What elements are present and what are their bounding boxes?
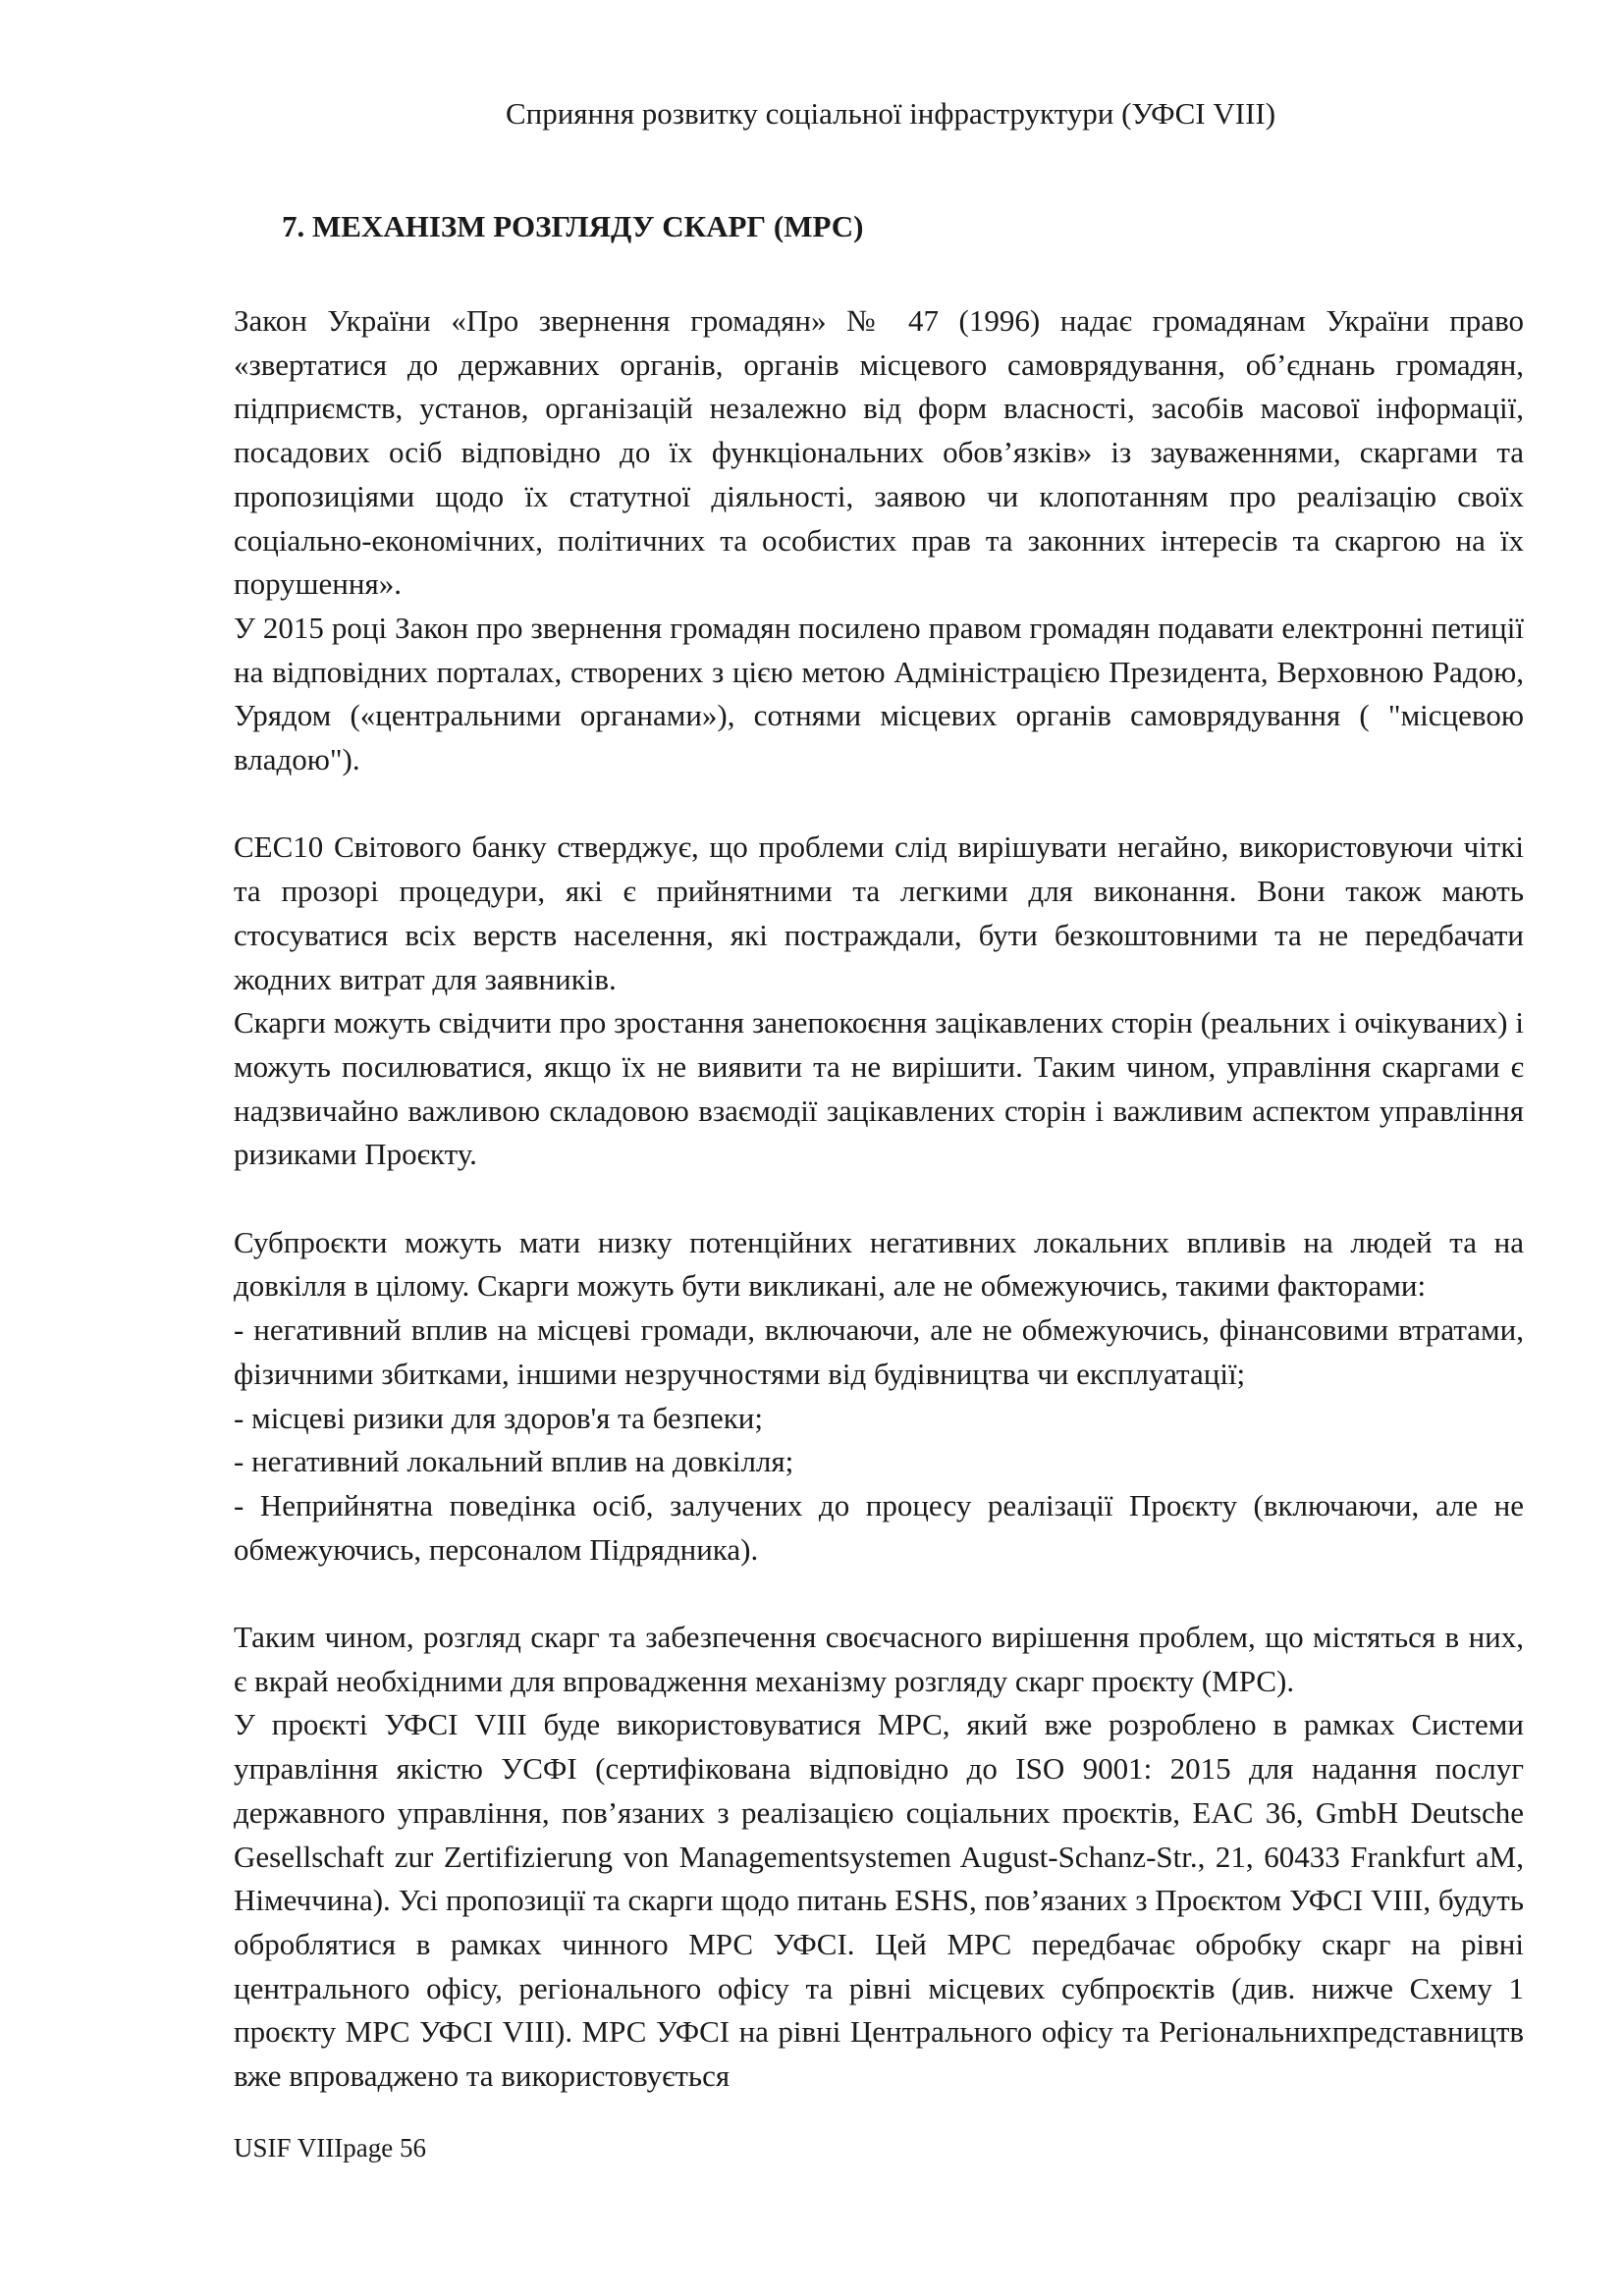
section-title: 7. МЕХАНІЗМ РОЗГЛЯДУ СКАРГ (МРС) (282, 209, 864, 243)
paragraph-usif-grm: У проєкті УФСІ VIII буде використовуватися МРС, який вже розроблено в рамках Системи управління якістю УСФІ (сертифікована відповідно до ISO 9001: 2015 для надання послуг державного управління, пов’язаних з реалізацією соціальних проєктів, EAC 36, GmbH Deutsche Gesellschaft zur Zertifizierung von Managementsystemen August-Schanz-Str., 21, 60433 Frankfurt aM, Німеччина). Усі пропозиції та скарги щодо питань ESHS, пов’язаних з Проєктом УФСІ VIII, будуть оброблятися в рамках чинного МРС УФСІ. Цей МРС передбачає обробку скарг на рівні центрального офісу, регіонального офісу та рівні місцевих субпроєктів (див. нижче Схему 1 проєкту МРС УФСІ VIII). МРС УФСІ на рівні Центрального офісу та Регіональнихпредставництв вже впроваджено та використовується (234, 1707, 1524, 2094)
paragraph-2015-amendment: У 2015 році Закон про звернення громадян посилено правом громадян подавати електронні петиції на відповідних порталах, створених з цією метою Адміністрацією Президента, Верховною Радою, Урядом («центральними органами»), сотнями місцевих органів самоврядування ( "місцевою владою"). (234, 610, 1524, 777)
running-header: Сприяння розвитку соціальної інфраструктури (УФСІ VIII) (505, 96, 1276, 131)
body-text (234, 299, 1524, 2099)
paragraph-subprojects-impacts: Субпроєкти можуть мати низку потенційних негативних локальних впливів на людей та на довкілля в цілому. Скарги можуть бути викликані, але не обмежуючись, такими факторами: (234, 1224, 1524, 1304)
list-item-conduct: - Неприйнятна поведінка осіб, залучених до процесу реалізації Проєкту (включаючи, але не обмежуючись, персоналом Підрядника). (234, 1487, 1524, 1567)
page-footer: USIF VIIIpage 56 (234, 2133, 426, 2163)
paragraph-law-citizens-appeals: Закон України «Про звернення громадян» № 47 (1996) надає громадянам України право «звертатися до державних органів, органів місцевого самоврядування, об’єднань громадян, підприємств, установ, організацій незалежно від форм власності, засобів масової інформації, посадових осіб відповідно до їх функціональних обов’язків» із зауваженнями, скаргами та пропозиціями щодо їх статутної діяльності, заявою чи клопотанням про реалізацію своїх соціально-економічних, політичних та особистих прав та законних інтересів та скаргою на їх порушення». (234, 303, 1524, 602)
list-item-community-impact: - негативний вплив на місцеві громади, включаючи, але не обмежуючись, фінансовими втратами, фізичними збитками, іншими незручностями від будівництва чи експлуатації; (234, 1312, 1524, 1391)
paragraph-complaints-concerns: Скарги можуть свідчити про зростання занепокоєння зацікавлених сторін (реальних і очікуваних) і можуть посилюватися, якщо їх не виявити та не вирішити. Таким чином, управління скаргами є надзвичайно важливою складовою взаємодії зацікавлених сторін і важливим аспектом управління ризиками Проєкту. (234, 1005, 1524, 1172)
list-item-health-safety: - місцеві ризики для здоров'я та безпеки; (234, 1400, 763, 1435)
paragraph-ess10-world-bank: СЕС10 Світового банку стверджує, що проблеми слід вирішувати негайно, використовуючи чіткі та прозорі процедури, які є прийнятними та легкими для виконання. Вони також мають стосуватися всіх верств населення, які постраждали, бути безкоштовними та не передбачати жодних витрат для заявників. (234, 829, 1524, 996)
paragraph-grm-necessity: Таким чином, розгляд скарг та забезпечення своєчасного вирішення проблем, що містяться в них, є вкрай необхідними для впровадження механізму розгляду скарг проєкту (МРС). (234, 1620, 1524, 1698)
list-item-environment: - негативний локальний вплив на довкілля; (234, 1444, 794, 1479)
